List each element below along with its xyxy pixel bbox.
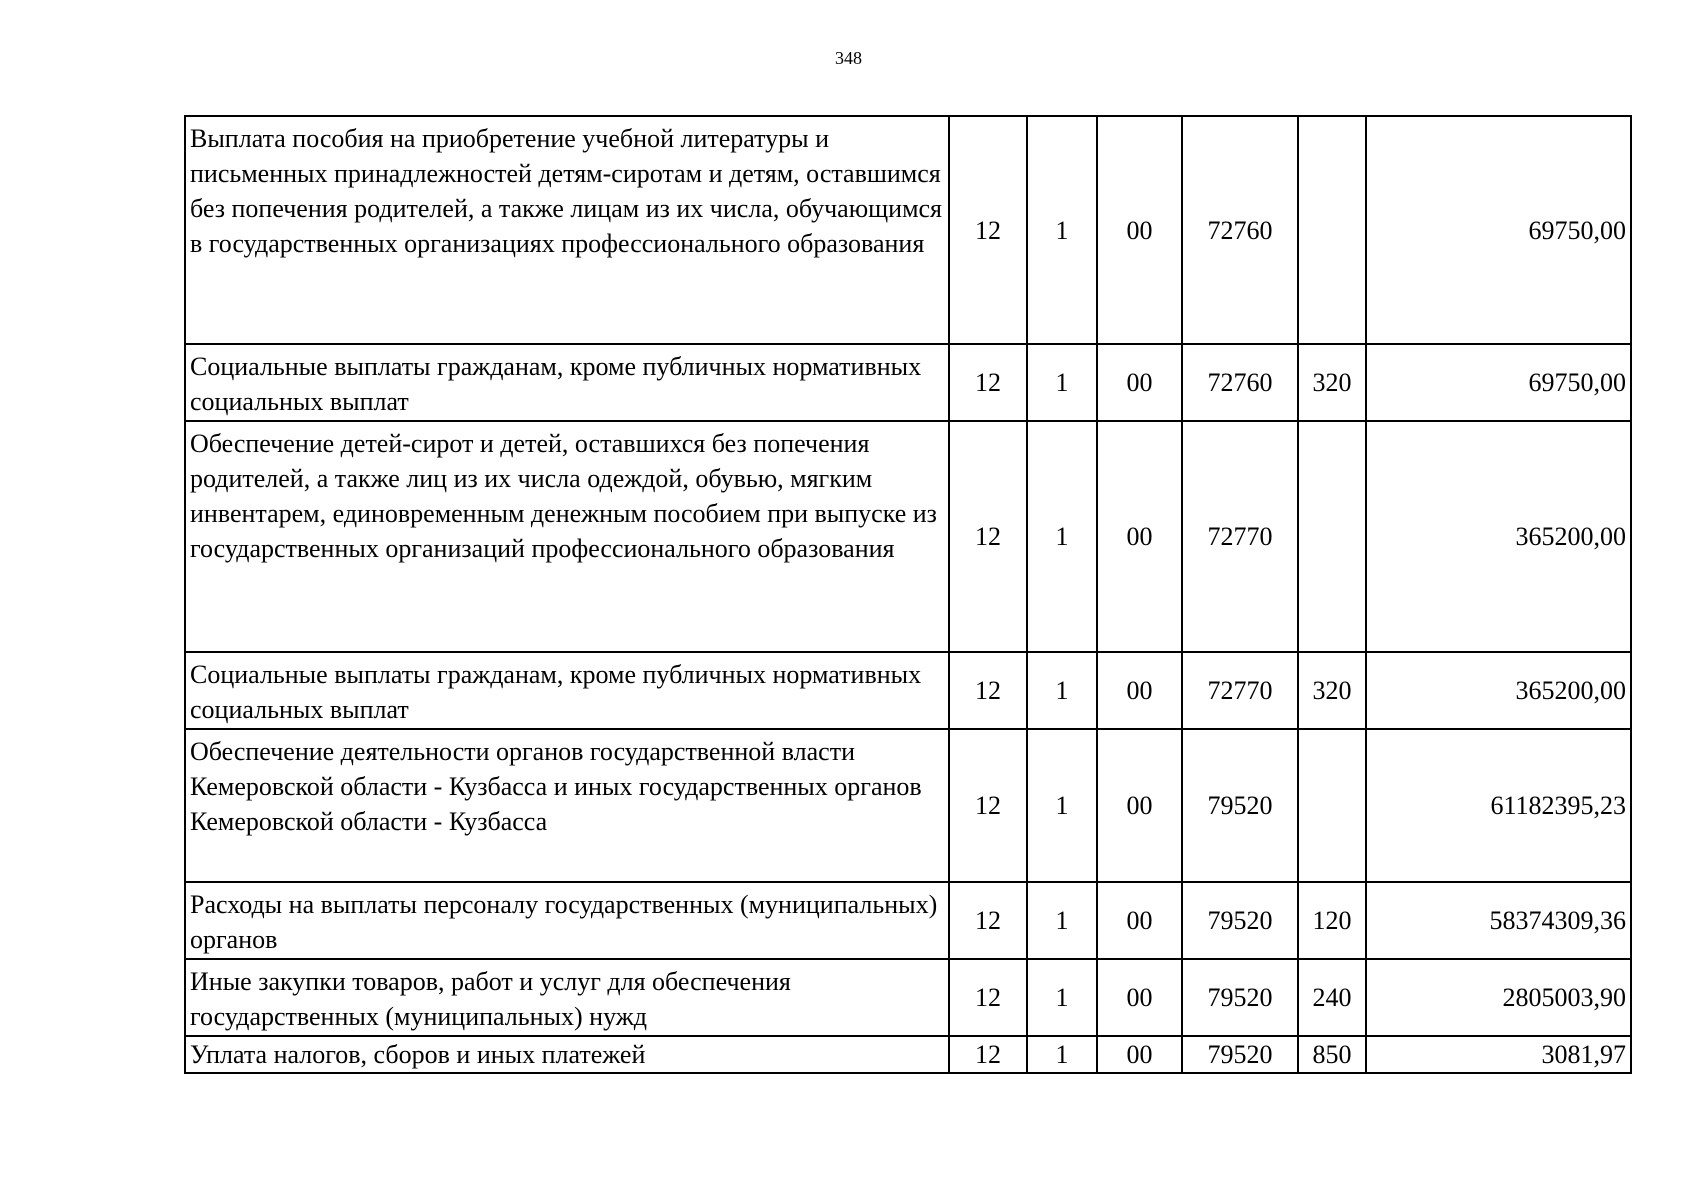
table-row (185, 1036, 1631, 1073)
row-amount: 365200,00 (1366, 421, 1631, 652)
row-code-expense-type: 120 (1298, 882, 1366, 959)
row-code-direction: 79520 (1182, 729, 1298, 882)
row-code-direction: 72760 (1182, 116, 1298, 344)
row-code-program: 1 (1027, 959, 1097, 1036)
row-description: Социальные выплаты гражданам, кроме публичных нормативных социальных выплат (185, 652, 949, 729)
row-code-subprogram: 00 (1097, 729, 1182, 882)
row-code-expense-type: 850 (1298, 1036, 1366, 1073)
row-code-subprogram: 00 (1097, 344, 1182, 421)
row-code-direction: 79520 (1182, 1036, 1298, 1073)
row-description: Обеспечение детей-сирот и детей, оставшихся без попечения родителей, а также лиц из их числа одеждой, обувью, мягким инвентарем, единовременным денежным пособием при выпуске из государственных организаций профессионального образования (185, 421, 949, 652)
row-description: Расходы на выплаты персоналу государственных (муниципальных) органов (185, 882, 949, 959)
row-code-direction: 72770 (1182, 652, 1298, 729)
row-code-subprogram: 00 (1097, 1036, 1182, 1073)
row-description: Иные закупки товаров, работ и услуг для обеспечения государственных (муниципальных) нужд (185, 959, 949, 1036)
row-description: Социальные выплаты гражданам, кроме публичных нормативных социальных выплат (185, 344, 949, 421)
row-code-section: 12 (949, 421, 1027, 652)
row-code-section: 12 (949, 116, 1027, 344)
row-description: Уплата налогов, сборов и иных платежей (185, 1036, 949, 1073)
row-code-direction: 72770 (1182, 421, 1298, 652)
row-amount: 69750,00 (1366, 344, 1631, 421)
row-amount: 3081,97 (1366, 1036, 1631, 1073)
row-code-subprogram: 00 (1097, 421, 1182, 652)
row-amount: 2805003,90 (1366, 959, 1631, 1036)
row-amount: 365200,00 (1366, 652, 1631, 729)
row-amount: 58374309,36 (1366, 882, 1631, 959)
row-code-subprogram: 00 (1097, 652, 1182, 729)
row-code-subprogram: 00 (1097, 116, 1182, 344)
row-code-program: 1 (1027, 882, 1097, 959)
row-code-program: 1 (1027, 652, 1097, 729)
row-code-expense-type: 320 (1298, 344, 1366, 421)
row-code-expense-type: 240 (1298, 959, 1366, 1036)
row-code-expense-type (1298, 421, 1366, 652)
row-code-program: 1 (1027, 344, 1097, 421)
row-code-expense-type: 320 (1298, 652, 1366, 729)
table-row (185, 344, 1631, 421)
row-code-subprogram: 00 (1097, 882, 1182, 959)
row-code-section: 12 (949, 959, 1027, 1036)
row-code-section: 12 (949, 344, 1027, 421)
row-code-section: 12 (949, 729, 1027, 882)
table-row (185, 652, 1631, 729)
row-code-program: 1 (1027, 729, 1097, 882)
table-row (185, 959, 1631, 1036)
row-code-section: 12 (949, 652, 1027, 729)
table-row (185, 421, 1631, 652)
row-code-direction: 72760 (1182, 344, 1298, 421)
table-row (185, 882, 1631, 959)
row-description: Обеспечение деятельности органов государственной власти Кемеровской области - Кузбасса и иных государственных органов Кемеровской области - Кузбасса (185, 729, 949, 882)
row-code-subprogram: 00 (1097, 959, 1182, 1036)
row-amount: 61182395,23 (1366, 729, 1631, 882)
row-code-program: 1 (1027, 1036, 1097, 1073)
table-row (185, 116, 1631, 344)
table-row (185, 729, 1631, 882)
row-code-section: 12 (949, 882, 1027, 959)
row-code-direction: 79520 (1182, 959, 1298, 1036)
row-code-section: 12 (949, 1036, 1027, 1073)
row-code-expense-type (1298, 116, 1366, 344)
row-description: Выплата пособия на приобретение учебной литературы и письменных принадлежностей детям-сиротам и детям, оставшимся без попечения родителей, а также лицам из их числа, обучающимся в государственных организациях профессионального образования (185, 116, 949, 344)
page-number: 348 (835, 48, 862, 68)
row-code-direction: 79520 (1182, 882, 1298, 959)
row-amount: 69750,00 (1366, 116, 1631, 344)
budget-table (184, 115, 1632, 1074)
row-code-program: 1 (1027, 421, 1097, 652)
row-code-program: 1 (1027, 116, 1097, 344)
row-code-expense-type (1298, 729, 1366, 882)
